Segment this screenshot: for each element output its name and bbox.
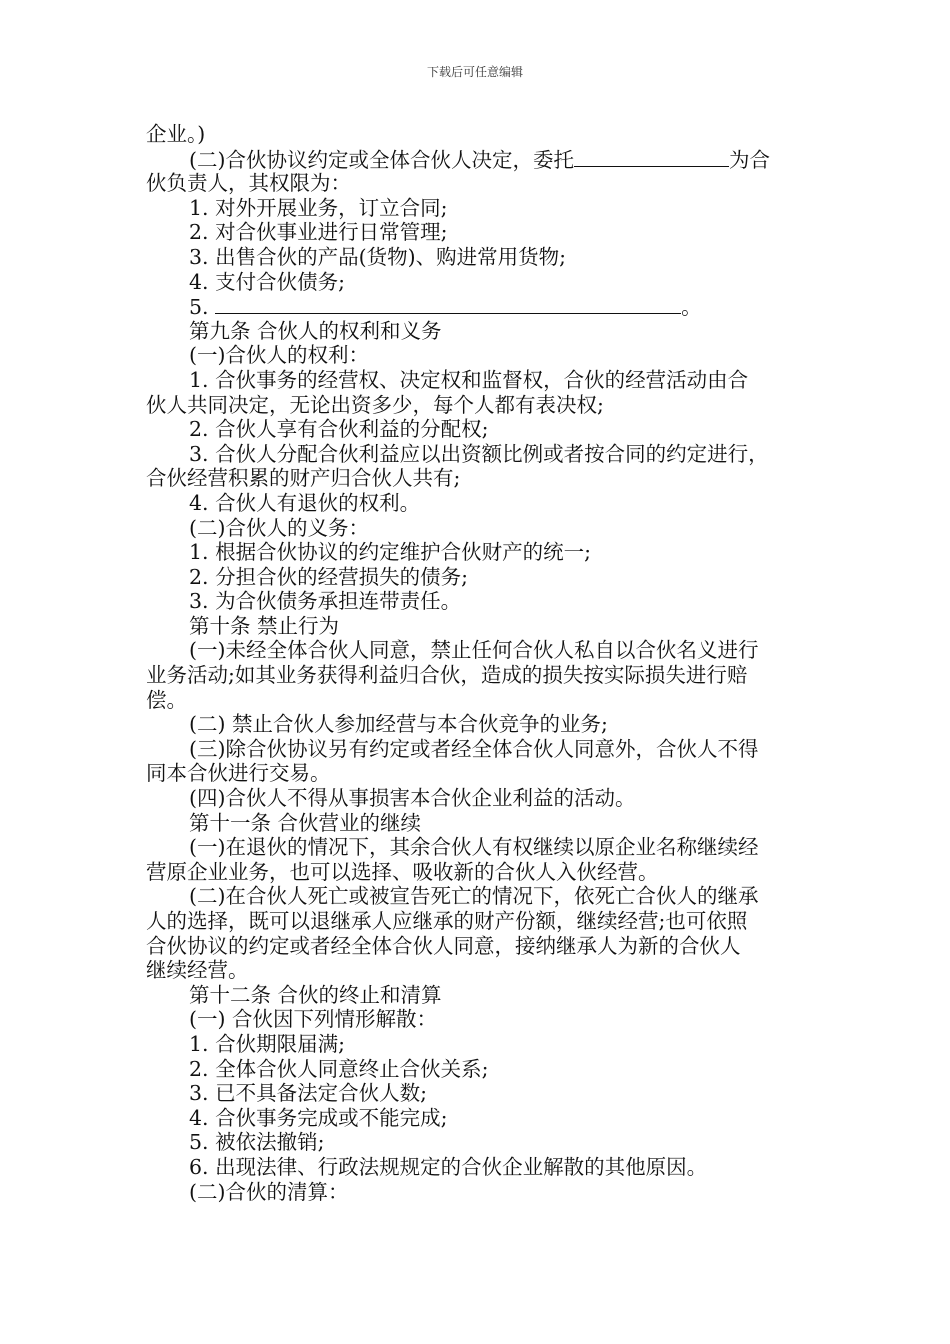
section-heading: 第九条 合伙人的权利和义务 (189, 318, 442, 343)
text-line: 营原企业业务，也可以选择、吸收新的合伙人入伙经营。 (146, 859, 659, 884)
text-line: 伙人共同决定，无论出资多少，每个人都有表决权; (146, 392, 604, 417)
fill-in-blank (574, 147, 729, 167)
text-line: 偿。 (146, 687, 187, 712)
section-heading: 第十二条 合伙的终止和清算 (189, 982, 442, 1007)
text-line: (四)合伙人不得从事损害本合伙企业利益的活动。 (189, 786, 636, 811)
text-line: 5. 被依法撤销; (189, 1130, 325, 1155)
text-segment: 为合 (729, 147, 770, 172)
text-line: (一)未经全体合伙人同意，禁止任何合伙人私自以合伙名义进行 (189, 638, 759, 663)
text-line: 1. 对外开展业务，订立合同; (189, 195, 448, 220)
text-line: (二)在合伙人死亡或被宣告死亡的情况下，依死亡合伙人的继承 (189, 884, 759, 909)
text-line: 3. 出售合伙的产品(货物)、购进常用货物; (189, 244, 566, 269)
section-heading: 第十条 禁止行为 (189, 613, 340, 638)
text-line (146, 294, 818, 319)
text-line: 2. 分担合伙的经营损失的债务; (189, 564, 468, 589)
text-line: 1. 根据合伙协议的约定维护合伙财产的统一; (189, 540, 591, 565)
text-line: (三)除合伙协议另有约定或者经全体合伙人同意外，合伙人不得 (189, 736, 759, 761)
text-segment: 。 (681, 295, 702, 320)
text-line: 3. 已不具备法定合伙人数; (189, 1081, 427, 1106)
text-line: 合伙经营积累的财产归合伙人共有; (146, 466, 461, 491)
text-line: (一) 合伙因下列情形解散： (189, 1007, 438, 1032)
page-header: 下载后可任意编辑 (426, 65, 523, 79)
text-line: 继续经营。 (146, 958, 249, 983)
text-line: 4. 合伙人有退伙的权利。 (189, 490, 421, 515)
text-line: 同本合伙进行交易。 (146, 761, 331, 786)
text-line: (二) 禁止合伙人参加经营与本合伙竞争的业务; (189, 712, 608, 737)
text-line: 2. 全体合伙人同意终止合伙关系; (189, 1056, 489, 1081)
text-line: 1. 合伙事务的经营权、决定权和监督权，合伙的经营活动由合 (189, 367, 749, 392)
text-line: 3. 合伙人分配合伙利益应以出资额比例或者按合同的约定进行， (189, 441, 769, 466)
text-line: 2. 对合伙事业进行日常管理; (189, 220, 448, 245)
text-line: (一)在退伙的情况下，其余合伙人有权继续以原企业名称继续经 (189, 835, 759, 860)
text-line: 3. 为合伙债务承担连带责任。 (189, 589, 462, 614)
text-line: 合伙协议的约定或者经全体合伙人同意，接纳继承人为新的合伙人 (146, 933, 741, 958)
text-line: (二)合伙人的义务： (189, 515, 369, 540)
text-line: 6. 出现法律、行政法规规定的合伙企业解散的其他原因。 (189, 1154, 708, 1179)
text-line: 人的选择，既可以退继承人应继承的财产份额，继续经营;也可依照 (146, 909, 748, 933)
document-body (146, 122, 818, 1204)
text-segment: (二)合伙协议约定或全体合伙人决定，委托 (189, 147, 574, 172)
text-segment: 5. (189, 295, 216, 320)
section-heading: 第十一条 合伙营业的继续 (189, 810, 422, 835)
text-line: 4. 支付合伙债务; (189, 269, 345, 294)
text-line: (二)合伙的清算： (189, 1179, 349, 1204)
text-line (146, 147, 818, 172)
text-line: 伙负责人，其权限为： (146, 171, 351, 196)
text-line: 2. 合伙人享有合伙利益的分配权; (189, 417, 489, 442)
fill-in-blank (215, 294, 681, 314)
text-line: 1. 合伙期限届满; (189, 1031, 345, 1056)
text-line: (一)合伙人的权利： (189, 343, 369, 368)
text-line: 企业。) (146, 122, 206, 146)
text-line: 业务活动;如其业务获得利益归合伙，造成的损失按实际损失进行赔 (146, 663, 748, 688)
text-line: 4. 合伙事务完成或不能完成; (189, 1105, 448, 1130)
